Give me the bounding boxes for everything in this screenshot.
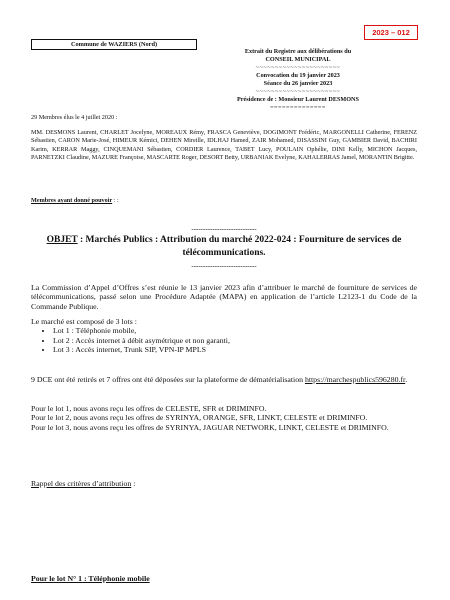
members-present-list: MM. DESMONS Laurent, CHARLET Jocelyne, MOREAUX Rémy, FRASCA Geneviève, DOGIMONT Frédéric, MARGONELLI Catherine, FERENZ Sébastien, CARON Marie-José, HIMEUR Kémici, DEHEN Mireille, IDLHAJ Hamed, ZAIR Mohamed, DISASSINI Guy, GAMBIER David, BACHIRI Karim, KERRAR Maggy, CINQUEMANI Sébastien, CORDIER Laurence, TABET Lucy, POULAIN Ophélie, DINI Kelly, MICHON Jacques, PARNETZKI Claudine, MAZURE Françoise, MASCARTE Roger, DESORT Betty, URBANIAK Evelyne, KAHALERRAS Jamel, MORANTIN Brigitte. <box>31 129 417 161</box>
deliberation-number-badge: 2023 – 012 <box>364 25 418 40</box>
lots-intro: Le marché est composé de 3 lots : <box>31 317 137 326</box>
convocation-date: Convocation du 19 janvier 2023 <box>256 72 340 79</box>
separator-bottom: ---------------------------- <box>191 262 257 270</box>
separator-2: ~~~~~~~~~~~~~~~~~~~~~~ <box>255 88 341 95</box>
separator-top: ---------------------------- <box>191 225 257 233</box>
lot-3-item: • Lot 3 : Accès internet, Trunk SIP, VPN-IP MPLS <box>53 345 417 354</box>
proxy-label: Membres ayant donné pouvoir <box>31 197 113 204</box>
lots-list <box>31 326 417 354</box>
lots-section <box>31 317 417 354</box>
offers-lot-2: Pour le lot 2, nous avons reçu les offres de SYRINYA, ORANGE, SFR, LINKT, CELESTE et DRIMINFO. <box>31 413 368 423</box>
proxy-suffix: : : <box>112 197 119 204</box>
commune-box: Commune de WAZIERS (Nord) <box>31 39 197 50</box>
object-title <box>31 234 417 260</box>
dce-end: . <box>405 375 408 384</box>
council-title: CONSEIL MUNICIPAL <box>265 56 331 63</box>
object-label: OBJET <box>46 235 78 245</box>
offers-lot-3: Pour le lot 3, nous avons reçu les offres de SYRINYA, JAGUAR NETWORK, LINKT, CELESTE et DRIMINFO. <box>31 422 389 432</box>
proxy-line <box>31 197 417 205</box>
offers-section <box>31 404 417 432</box>
separator-1: ~~~~~~~~~~~~~~~~~~~~~~ <box>255 64 341 71</box>
dce-text: 9 DCE ont été retirés et 7 offres ont été déposées sur la plateforme de dématérialisation <box>31 375 305 384</box>
lot1-heading: Pour le lot N° 1 : Téléphonie mobile <box>31 574 150 583</box>
presidency: Présidence de : Monsieur Laurent DESMONS <box>237 96 359 103</box>
session-date: Séance du 26 janvier 2023 <box>263 80 333 87</box>
platform-link[interactable]: https://marchespublics596280.fr <box>304 375 406 384</box>
separator-3: ============== <box>270 104 326 111</box>
lot-1-item: • Lot 1 : Téléphonie mobile, <box>53 326 417 335</box>
commission-paragraph: La Commission d’Appel d’Offres s’est réunie le 13 janvier 2023 afin d’attribuer le marché de fourniture de services de télécommunications, passé selon une Procédure Adaptée (MAPA) en application de l’article L2123-1 du Code de la Commande Publique. <box>31 283 417 311</box>
register-title: Extrait du Registre aux délibérations du <box>244 48 352 55</box>
dce-paragraph <box>31 375 417 384</box>
members-elected: 29 Membres élus le 4 juillet 2020 : <box>31 114 118 121</box>
criteria-label: Rappel des critères d’attribution <box>31 479 132 488</box>
criteria-line <box>31 479 417 488</box>
offers-lot-1: Pour le lot 1, nous avons reçu les offres de CELESTE, SFR et DRIMINFO. <box>31 404 267 413</box>
register-header <box>200 48 396 112</box>
lot-2-item: • Lot 2 : Accès internet à débit asymétrique et non garanti, <box>53 336 417 345</box>
object-text: : Marchés Publics : Attribution du marché 2022-024 : Fourniture de services de télécommunications. <box>77 235 402 258</box>
criteria-suffix: : <box>131 479 136 488</box>
